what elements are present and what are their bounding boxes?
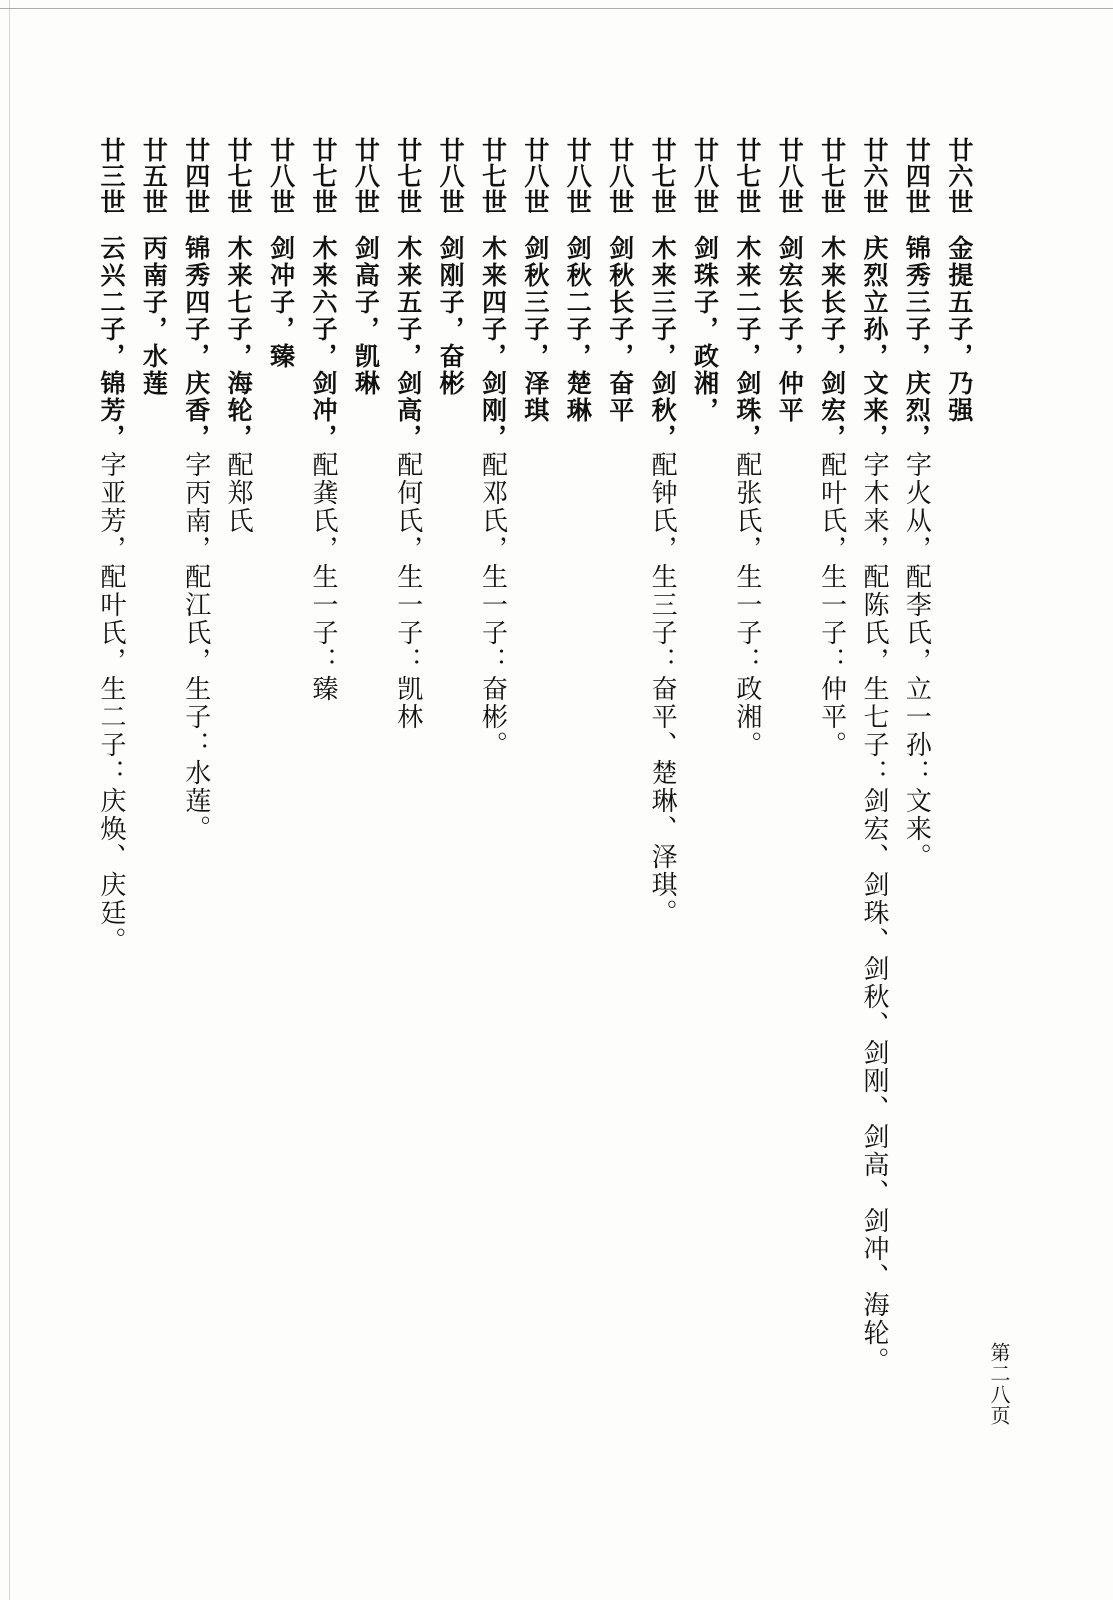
generation-label: 廿三世: [97, 137, 126, 215]
entry-text: [726, 235, 768, 759]
entry-head: 剑秋二子，楚琳: [563, 235, 593, 424]
entry-text: [895, 235, 937, 871]
entry-rest: 配邓氏，生一子：奋彬。: [477, 451, 508, 759]
entry-text: [472, 235, 514, 759]
entry-text: [938, 235, 980, 424]
entry-text: [811, 235, 853, 759]
entry-head: 剑秋长子，奋平: [605, 235, 635, 424]
entry-text: [429, 235, 471, 397]
entry-column: [726, 137, 768, 1537]
generation-label: 廿八世: [775, 137, 805, 215]
generation-label: 廿八世: [563, 137, 593, 215]
entry-text: [599, 235, 641, 424]
entry-rest: 配钟氏，生三子：奋平、楚琳、泽琪。: [647, 451, 678, 927]
entry-column: [599, 137, 641, 1537]
generation-label: 廿八世: [690, 137, 720, 215]
entry-text: [132, 235, 174, 397]
generation-label: 廿八世: [520, 137, 550, 215]
entry-text: [683, 235, 725, 424]
generation-label: 廿六世: [860, 137, 890, 215]
entry-text: [175, 235, 217, 843]
generation-label: 廿七世: [648, 137, 678, 215]
generation-label: 廿七世: [732, 137, 762, 215]
entry-head: 木来三子，剑秋，: [648, 235, 678, 451]
entry-rest: 字丙南，配江氏，生子：水莲。: [180, 451, 211, 843]
entry-column: [514, 137, 556, 1537]
entry-text: [768, 235, 810, 424]
entry-text: [302, 235, 344, 703]
entry-column: [853, 137, 895, 1537]
entry-head: 锦秀四子，庆香，: [181, 235, 211, 451]
entry-text: [387, 235, 429, 731]
entry-rest: 字火从，配李氏，立一孙：文来。: [901, 451, 932, 871]
entry-text: [853, 235, 895, 1375]
generation-label: 廿七世: [478, 137, 508, 215]
generation-label: 廿七世: [817, 137, 847, 215]
entry-head: 木来长子，剑宏，: [817, 235, 847, 451]
entry-column: [344, 137, 386, 1537]
entry-column: [175, 137, 217, 1537]
entry-head: 木来五子，剑高，: [393, 235, 423, 451]
entry-rest: 字亚芳，配叶氏，生二子：庆焕、庆廷。: [96, 451, 126, 955]
entry-head: 剑冲子，臻: [266, 235, 296, 370]
entry-column: [429, 137, 471, 1537]
top-border-line: [0, 8, 1113, 9]
entry-head: 木来六子，剑冲，: [308, 235, 338, 451]
entry-text: [556, 235, 598, 424]
entry-column: [895, 137, 937, 1537]
generation-label: 廿七世: [393, 137, 423, 215]
entry-head: 金提五子，乃强: [944, 235, 974, 424]
entry-text: [90, 235, 132, 955]
entry-column: [811, 137, 853, 1537]
entry-head: 剑高子，凯琳: [351, 235, 381, 397]
page-number: 第二八页: [987, 1342, 1011, 1426]
entry-column: [302, 137, 344, 1537]
entry-head: 剑刚子，奋彬: [436, 235, 466, 397]
entry-column: [556, 137, 598, 1537]
entry-column: [132, 137, 174, 1537]
entry-rest: 字木来，配陈氏，生七子：剑宏、剑珠、剑秋、剑刚、剑高、剑冲、海轮。: [859, 451, 890, 1375]
entry-text: [260, 235, 302, 370]
entry-head: 锦秀三子，庆烈，: [902, 235, 932, 451]
entry-column: [472, 137, 514, 1537]
generation-label: 廿八世: [266, 137, 296, 215]
entry-text: [514, 235, 556, 424]
entry-column: [217, 137, 259, 1537]
entry-head: 庆烈立孙，文来，: [860, 235, 890, 451]
generation-label: 廿八世: [605, 137, 635, 215]
generation-label: 廿七世: [224, 137, 254, 215]
left-border-line: [9, 0, 10, 1600]
entry-head: 木来二子，剑珠，: [732, 235, 762, 451]
generation-label: 廿四世: [902, 137, 932, 215]
genealogy-columns: [90, 137, 980, 1537]
entry-text: [217, 235, 259, 535]
generation-label: 廿七世: [308, 137, 338, 215]
entry-rest: 配张氏，生一子：政湘。: [731, 451, 762, 759]
entry-rest: 配叶氏，生一子：仲平。: [816, 451, 847, 759]
entry-column: [938, 137, 980, 1537]
entry-column: [90, 137, 132, 1537]
entry-head: 丙南子，水莲: [139, 235, 169, 397]
entry-head: 剑宏长子，仲平: [775, 235, 805, 424]
entry-rest: 配何氏，生一子：凯林: [392, 451, 423, 731]
entry-head: 木来四子，剑刚，: [478, 235, 508, 451]
entry-rest: 配郑氏: [223, 451, 254, 535]
generation-label: 廿四世: [181, 137, 211, 215]
entry-head: 云兴二子，锦芳，: [97, 235, 126, 451]
entry-head: 剑珠子，政湘，: [690, 235, 720, 424]
entry-column: [260, 137, 302, 1537]
generation-label: 廿六世: [944, 137, 974, 215]
entry-column: [768, 137, 810, 1537]
entry-column: [387, 137, 429, 1537]
entry-rest: 配龚氏，生一子：臻: [307, 451, 338, 703]
generation-label: 廿八世: [351, 137, 381, 215]
generation-label: 廿八世: [436, 137, 466, 215]
entry-head: 木来七子，海轮，: [224, 235, 254, 451]
entry-text: [344, 235, 386, 397]
entry-column: [683, 137, 725, 1537]
entry-column: [641, 137, 683, 1537]
generation-label: 廿五世: [139, 137, 169, 215]
entry-text: [641, 235, 683, 927]
entry-head: 剑秋三子，泽琪: [520, 235, 550, 424]
